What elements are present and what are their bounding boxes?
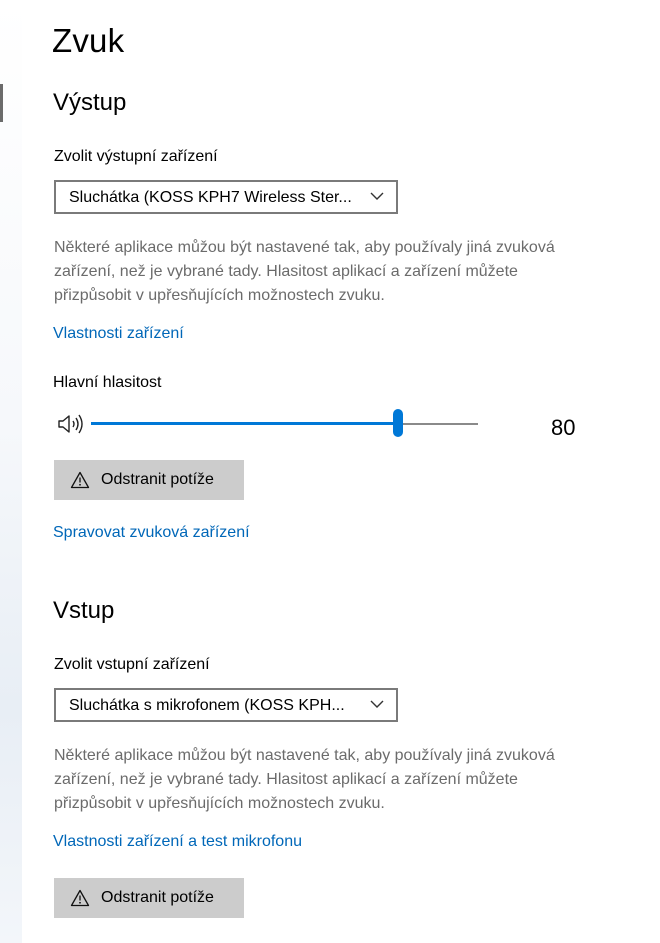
- window-left-edge: [0, 0, 22, 943]
- output-description-line: přizpůsobit v upřesňujících možnostech zvuku.: [54, 287, 385, 304]
- input-heading: Vstup: [53, 597, 115, 624]
- output-device-value: Sluchátka (KOSS KPH7 Wireless Ster...: [69, 189, 352, 206]
- troubleshoot-label: Odstranit potíže: [101, 889, 214, 906]
- output-troubleshoot-button[interactable]: [54, 460, 244, 500]
- troubleshoot-label: Odstranit potíže: [101, 471, 214, 488]
- master-volume-label: Hlavní hlasitost: [53, 374, 162, 391]
- output-device-label: Zvolit výstupní zařízení: [54, 148, 218, 165]
- output-device-properties-link[interactable]: Vlastnosti zařízení: [53, 325, 184, 342]
- input-device-properties-link[interactable]: Vlastnosti zařízení a test mikrofonu: [53, 833, 302, 850]
- chevron-down-icon: [368, 189, 386, 203]
- volume-slider-fill: [91, 422, 399, 425]
- volume-slider-track: [399, 423, 478, 425]
- input-device-select[interactable]: [54, 688, 398, 722]
- page-title: Zvuk: [52, 22, 125, 59]
- volume-value: 80: [551, 415, 576, 440]
- input-troubleshoot-button[interactable]: [54, 878, 244, 918]
- input-device-label: Zvolit vstupní zařízení: [54, 656, 210, 673]
- input-description: [54, 744, 614, 816]
- warning-icon: [70, 889, 90, 907]
- manage-sound-devices-link[interactable]: Spravovat zvuková zařízení: [53, 524, 250, 541]
- output-description: [54, 236, 614, 308]
- input-device-value: Sluchátka s mikrofonem (KOSS KPH...: [69, 697, 345, 714]
- chevron-down-icon: [368, 697, 386, 711]
- scroll-indicator: [0, 84, 3, 122]
- output-heading: Výstup: [53, 89, 127, 116]
- output-description-line: Některé aplikace můžou být nastavené tak, aby používaly jiná zvuková: [54, 239, 555, 256]
- input-description-line: Některé aplikace můžou být nastavené tak, aby používaly jiná zvuková: [54, 747, 555, 764]
- output-device-select[interactable]: [54, 180, 398, 214]
- warning-icon: [70, 471, 90, 489]
- input-description-line: přizpůsobit v upřesňujících možnostech zvuku.: [54, 795, 385, 812]
- input-description-line: zařízení, než je vybrané tady. Hlasitost aplikací a zařízení můžete: [54, 771, 518, 788]
- speaker-icon[interactable]: [56, 412, 86, 436]
- volume-slider-thumb[interactable]: [393, 409, 403, 437]
- output-description-line: zařízení, než je vybrané tady. Hlasitost aplikací a zařízení můžete: [54, 263, 518, 280]
